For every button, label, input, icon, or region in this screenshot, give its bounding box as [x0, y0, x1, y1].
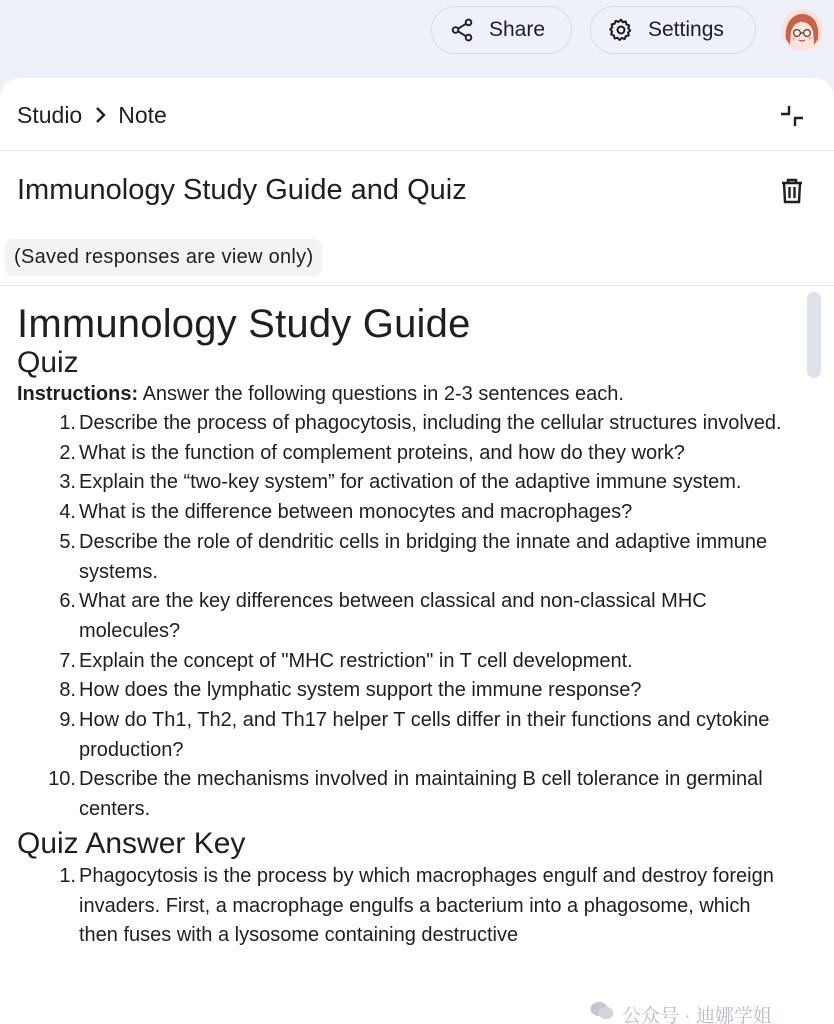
- question-text: Explain the “two-key system” for activation of the adaptive immune system.: [79, 471, 742, 494]
- note-panel: [0, 78, 834, 1024]
- note-title: Immunology Study Guide and Quiz: [17, 174, 467, 206]
- question-text: What are the key differences between classical and non-classical MHC molecules?: [79, 590, 707, 642]
- wechat-icon: [590, 1001, 614, 1024]
- content-divider: [0, 285, 834, 286]
- breadcrumb: [17, 100, 167, 130]
- instructions-label: Instructions:: [17, 383, 139, 405]
- breadcrumb-note: Note: [118, 101, 167, 128]
- list-number: 2.: [59, 441, 76, 464]
- question-text: How do Th1, Th2, and Th17 helper T cells differ in their functions and cytokine production?: [79, 709, 770, 761]
- top-bar: [0, 0, 834, 62]
- list-item: [17, 676, 787, 706]
- list-number: 8.: [59, 679, 76, 702]
- list-number: 5.: [59, 530, 76, 553]
- settings-button[interactable]: [590, 6, 756, 54]
- question-text: How does the lymphatic system support the immune response?: [79, 679, 642, 702]
- share-button[interactable]: [431, 6, 572, 54]
- collapse-button[interactable]: [776, 100, 808, 132]
- question-text: Describe the process of phagocytosis, including the cellular structures involved.: [79, 412, 782, 434]
- study-guide-heading: Immunology Study Guide: [17, 302, 471, 346]
- list-number: 1.: [59, 864, 76, 887]
- list-item: [17, 587, 787, 646]
- list-item: [17, 765, 787, 824]
- collapse-icon: [776, 119, 808, 136]
- answer-text: Phagocytosis is the process by which macrophages engulf and destroy foreign invaders. First, a macrophage engulfs a bacterium into a phagosome, which then fuses with a lysosome containing destructive: [79, 864, 774, 947]
- settings-label: Settings: [648, 18, 724, 41]
- question-text: Describe the mechanisms involved in maintaining B cell tolerance in germinal centers.: [79, 768, 763, 821]
- question-list: [17, 409, 787, 825]
- list-number: 1.: [59, 412, 76, 434]
- watermark-text: 公众号 · 迪娜学姐: [622, 1005, 772, 1024]
- chevron-right-icon: [94, 106, 108, 124]
- list-number: 7.: [59, 649, 76, 672]
- avatar[interactable]: [781, 9, 823, 51]
- share-icon: [449, 17, 475, 43]
- list-number: 3.: [59, 471, 76, 494]
- list-item: [17, 498, 787, 528]
- delete-button[interactable]: [776, 175, 808, 207]
- view-only-notice: (Saved responses are view only): [5, 239, 322, 276]
- gear-icon: [608, 17, 634, 43]
- instructions-text: Answer the following questions in 2-3 sentences each.: [138, 383, 624, 405]
- list-number: 4.: [59, 501, 76, 524]
- quiz-heading: Quiz: [17, 346, 79, 379]
- watermark: [590, 1000, 772, 1024]
- instructions: [17, 379, 787, 409]
- question-text: What is the difference between monocytes and macrophages?: [79, 501, 633, 524]
- list-number: 10.: [48, 768, 76, 791]
- list-number: 9.: [59, 709, 76, 732]
- list-item: [17, 862, 787, 951]
- note-content: [17, 300, 787, 951]
- list-item: [17, 409, 787, 439]
- answer-list: [17, 862, 787, 951]
- breadcrumb-studio[interactable]: Studio: [17, 101, 83, 128]
- list-item: [17, 647, 787, 677]
- share-label: Share: [489, 18, 546, 41]
- trash-icon: [776, 194, 808, 211]
- header-divider: [0, 150, 834, 151]
- list-item: [17, 468, 787, 498]
- question-text: Explain the concept of "MHC restriction" in T cell development.: [79, 649, 633, 672]
- list-number: 6.: [59, 590, 76, 613]
- list-item: [17, 439, 787, 469]
- list-item: [17, 706, 787, 765]
- question-text: What is the function of complement proteins, and how do they work?: [79, 441, 685, 464]
- scrollbar-thumb[interactable]: [807, 292, 821, 378]
- answer-key-heading: Quiz Answer Key: [17, 826, 246, 860]
- list-item: [17, 528, 787, 587]
- question-text: Describe the role of dendritic cells in bridging the innate and adaptive immune systems.: [79, 530, 768, 583]
